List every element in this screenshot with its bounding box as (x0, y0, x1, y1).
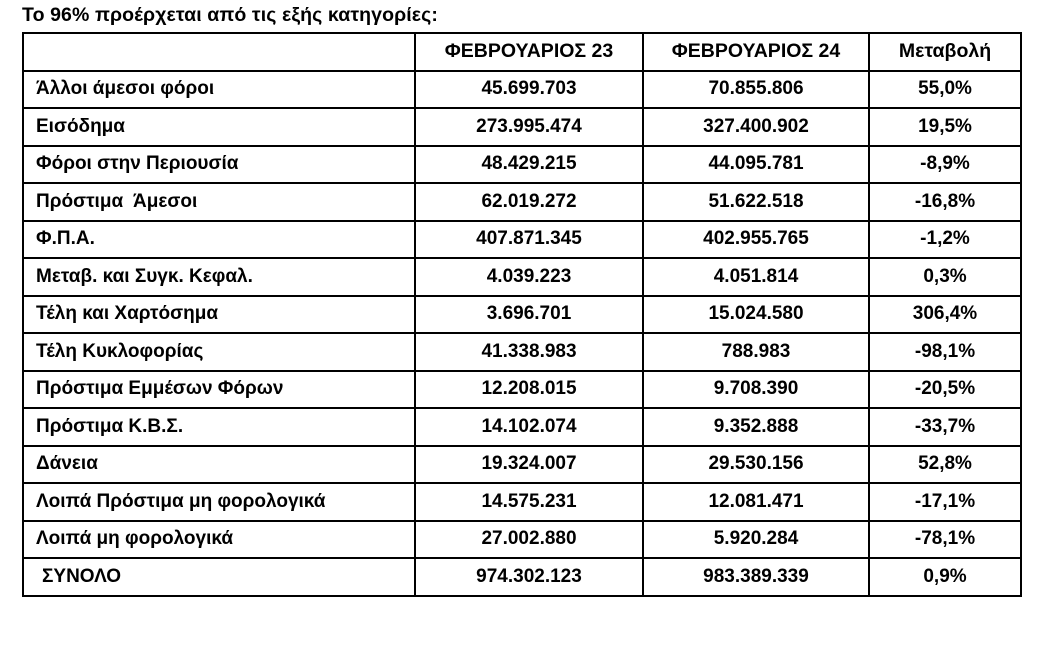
table-total-row (23, 558, 1021, 596)
page-heading: Το 96% προέρχεται από τις εξής κατηγορίες: (22, 4, 438, 26)
row-feb24: 9.352.888 (643, 408, 869, 446)
row-feb24: 29.530.156 (643, 446, 869, 484)
row-category: Άλλοι άμεσοι φόροι (23, 71, 415, 109)
row-feb24: 70.855.806 (643, 71, 869, 109)
row-change: 52,8% (869, 446, 1021, 484)
row-change: 19,5% (869, 108, 1021, 146)
row-category: Εισόδημα (23, 108, 415, 146)
row-feb23: 273.995.474 (415, 108, 643, 146)
table-row (23, 183, 1021, 221)
row-change: -20,5% (869, 371, 1021, 409)
table-row (23, 408, 1021, 446)
row-feb24: 15.024.580 (643, 296, 869, 334)
row-feb24: 12.081.471 (643, 483, 869, 521)
row-feb23: 14.102.074 (415, 408, 643, 446)
table-row (23, 521, 1021, 559)
row-category: Πρόστιμα Κ.Β.Σ. (23, 408, 415, 446)
row-change: -8,9% (869, 146, 1021, 184)
row-feb23: 62.019.272 (415, 183, 643, 221)
table-row (23, 483, 1021, 521)
row-feb24: 402.955.765 (643, 221, 869, 259)
row-feb23: 4.039.223 (415, 258, 643, 296)
table-header-row (23, 33, 1021, 71)
row-category: Φ.Π.Α. (23, 221, 415, 259)
row-category: Φόροι στην Περιουσία (23, 146, 415, 184)
row-feb23: 45.699.703 (415, 71, 643, 109)
row-feb23: 41.338.983 (415, 333, 643, 371)
row-category: Τέλη και Χαρτόσημα (23, 296, 415, 334)
row-feb24: 4.051.814 (643, 258, 869, 296)
row-feb24: 9.708.390 (643, 371, 869, 409)
row-feb23: 27.002.880 (415, 521, 643, 559)
header-change: Μεταβολή (869, 33, 1021, 71)
row-feb24: 44.095.781 (643, 146, 869, 184)
row-change: -16,8% (869, 183, 1021, 221)
table-row (23, 108, 1021, 146)
total-change: 0,9% (869, 558, 1021, 596)
row-feb24: 51.622.518 (643, 183, 869, 221)
row-feb24: 5.920.284 (643, 521, 869, 559)
header-feb24: ΦΕΒΡΟΥΑΡΙΟΣ 24 (643, 33, 869, 71)
table-row (23, 446, 1021, 484)
row-category: Μεταβ. και Συγκ. Κεφαλ. (23, 258, 415, 296)
header-category (23, 33, 415, 71)
revenue-table (22, 32, 1022, 597)
row-category: Πρόστιμα Εμμέσων Φόρων (23, 371, 415, 409)
row-category: Λοιπά Πρόστιμα μη φορολογικά (23, 483, 415, 521)
row-category: Δάνεια (23, 446, 415, 484)
row-feb23: 407.871.345 (415, 221, 643, 259)
row-category: Λοιπά μη φορολογικά (23, 521, 415, 559)
row-change: -78,1% (869, 521, 1021, 559)
table-row (23, 146, 1021, 184)
header-feb23: ΦΕΒΡΟΥΑΡΙΟΣ 23 (415, 33, 643, 71)
row-feb24: 788.983 (643, 333, 869, 371)
row-feb24: 327.400.902 (643, 108, 869, 146)
row-category: Πρόστιμα Άμεσοι (23, 183, 415, 221)
row-change: -1,2% (869, 221, 1021, 259)
row-change: -98,1% (869, 333, 1021, 371)
total-feb23: 974.302.123 (415, 558, 643, 596)
total-label: ΣΥΝΟΛΟ (23, 558, 415, 596)
row-change: 0,3% (869, 258, 1021, 296)
row-change: 306,4% (869, 296, 1021, 334)
row-feb23: 12.208.015 (415, 371, 643, 409)
row-change: -17,1% (869, 483, 1021, 521)
row-feb23: 3.696.701 (415, 296, 643, 334)
total-feb24: 983.389.339 (643, 558, 869, 596)
table-row (23, 296, 1021, 334)
row-feb23: 48.429.215 (415, 146, 643, 184)
table-row (23, 71, 1021, 109)
row-feb23: 19.324.007 (415, 446, 643, 484)
table-row (23, 258, 1021, 296)
row-feb23: 14.575.231 (415, 483, 643, 521)
table-row (23, 333, 1021, 371)
row-category: Τέλη Κυκλοφορίας (23, 333, 415, 371)
table-row (23, 221, 1021, 259)
table-row (23, 371, 1021, 409)
row-change: -33,7% (869, 408, 1021, 446)
row-change: 55,0% (869, 71, 1021, 109)
